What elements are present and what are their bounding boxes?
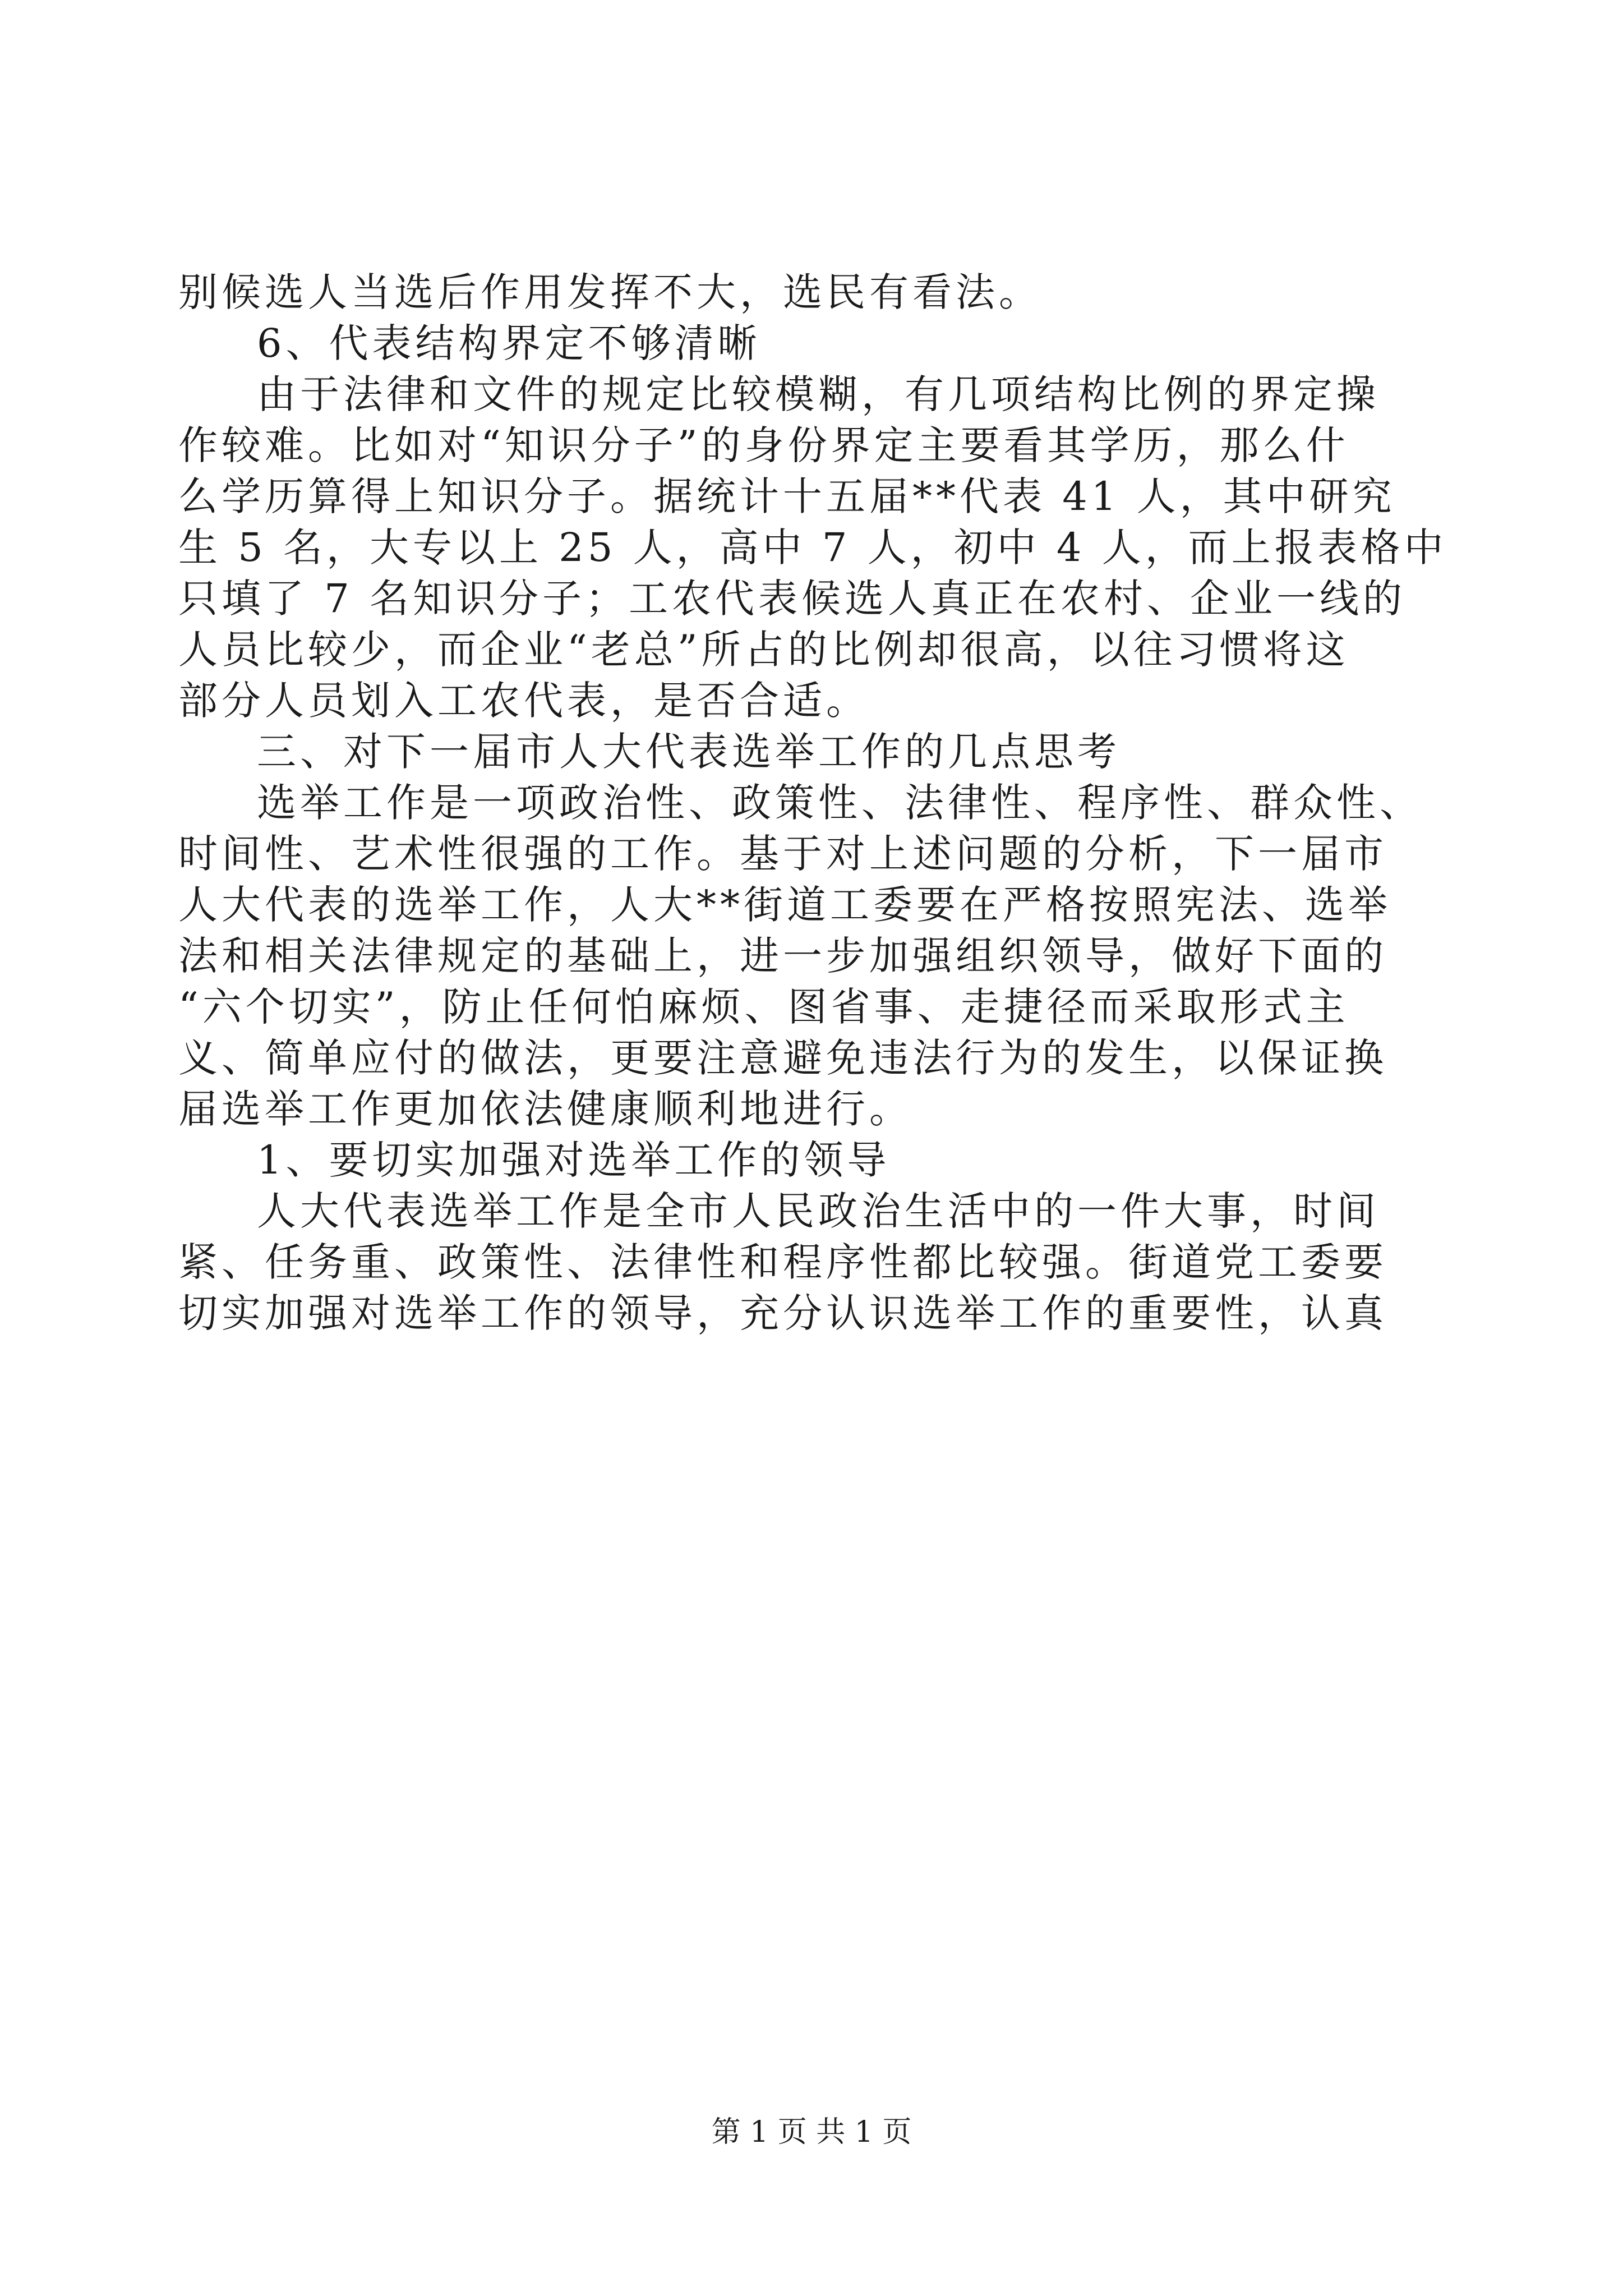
page-footer: 第 1 页 共 1 页 xyxy=(711,2115,912,2149)
text-line: 别候选人当选后作用发挥不大，选民有看法。 xyxy=(178,269,1042,315)
text-line: 人员比较少，而企业“老总”所占的比例却很高，以往习惯将这 xyxy=(178,627,1349,673)
document-body xyxy=(178,267,1447,1339)
text-line: 义、简单应付的做法，更要注意避免违法行为的发生，以保证换 xyxy=(178,1035,1387,1081)
text-line: 三、对下一届市人大代表选举工作的几点思考 xyxy=(257,729,1121,775)
text-line: 作较难。比如对“知识分子”的身份界定主要看其学历，那么什 xyxy=(178,422,1349,468)
text-line: 6、代表结构界定不够清晰 xyxy=(257,320,761,366)
text-line: 时间性、艺术性很强的工作。基于对上述问题的分析，下一届市 xyxy=(178,831,1387,877)
text-line: 由于法律和文件的规定比较模糊，有几项结构比例的界定操 xyxy=(257,371,1380,417)
text-line: 届选举工作更加依法健康顺利地进行。 xyxy=(178,1086,912,1132)
text-line: 人大代表选举工作是全市人民政治生活中的一件大事，时间 xyxy=(257,1188,1380,1234)
text-line: 部分人员划入工农代表，是否合适。 xyxy=(178,678,869,724)
text-line: “六个切实”，防止任何怕麻烦、图省事、走捷径而采取形式主 xyxy=(178,984,1349,1030)
text-line: 人大代表的选举工作，人大**街道工委要在严格按照宪法、选举 xyxy=(178,882,1391,928)
text-line: 生 5 名，大专以上 25 人，高中 7 人，初中 4 人，而上报表格中 xyxy=(178,524,1447,570)
text-line: 切实加强对选举工作的领导，充分认识选举工作的重要性，认真 xyxy=(178,1290,1387,1336)
text-line: 1、要切实加强对选举工作的领导 xyxy=(257,1137,891,1183)
text-line: 只填了 7 名知识分子；工农代表候选人真正在农村、企业一线的 xyxy=(178,576,1407,622)
text-line: 么学历算得上知识分子。据统计十五届**代表 41 人，其中研究 xyxy=(178,473,1396,519)
text-line: 选举工作是一项政治性、政策性、法律性、程序性、群众性、 xyxy=(257,780,1423,826)
text-line: 法和相关法律规定的基础上，进一步加强组织领导，做好下面的 xyxy=(178,933,1387,979)
text-line: 紧、任务重、政策性、法律性和程序性都比较强。街道党工委要 xyxy=(178,1239,1387,1285)
